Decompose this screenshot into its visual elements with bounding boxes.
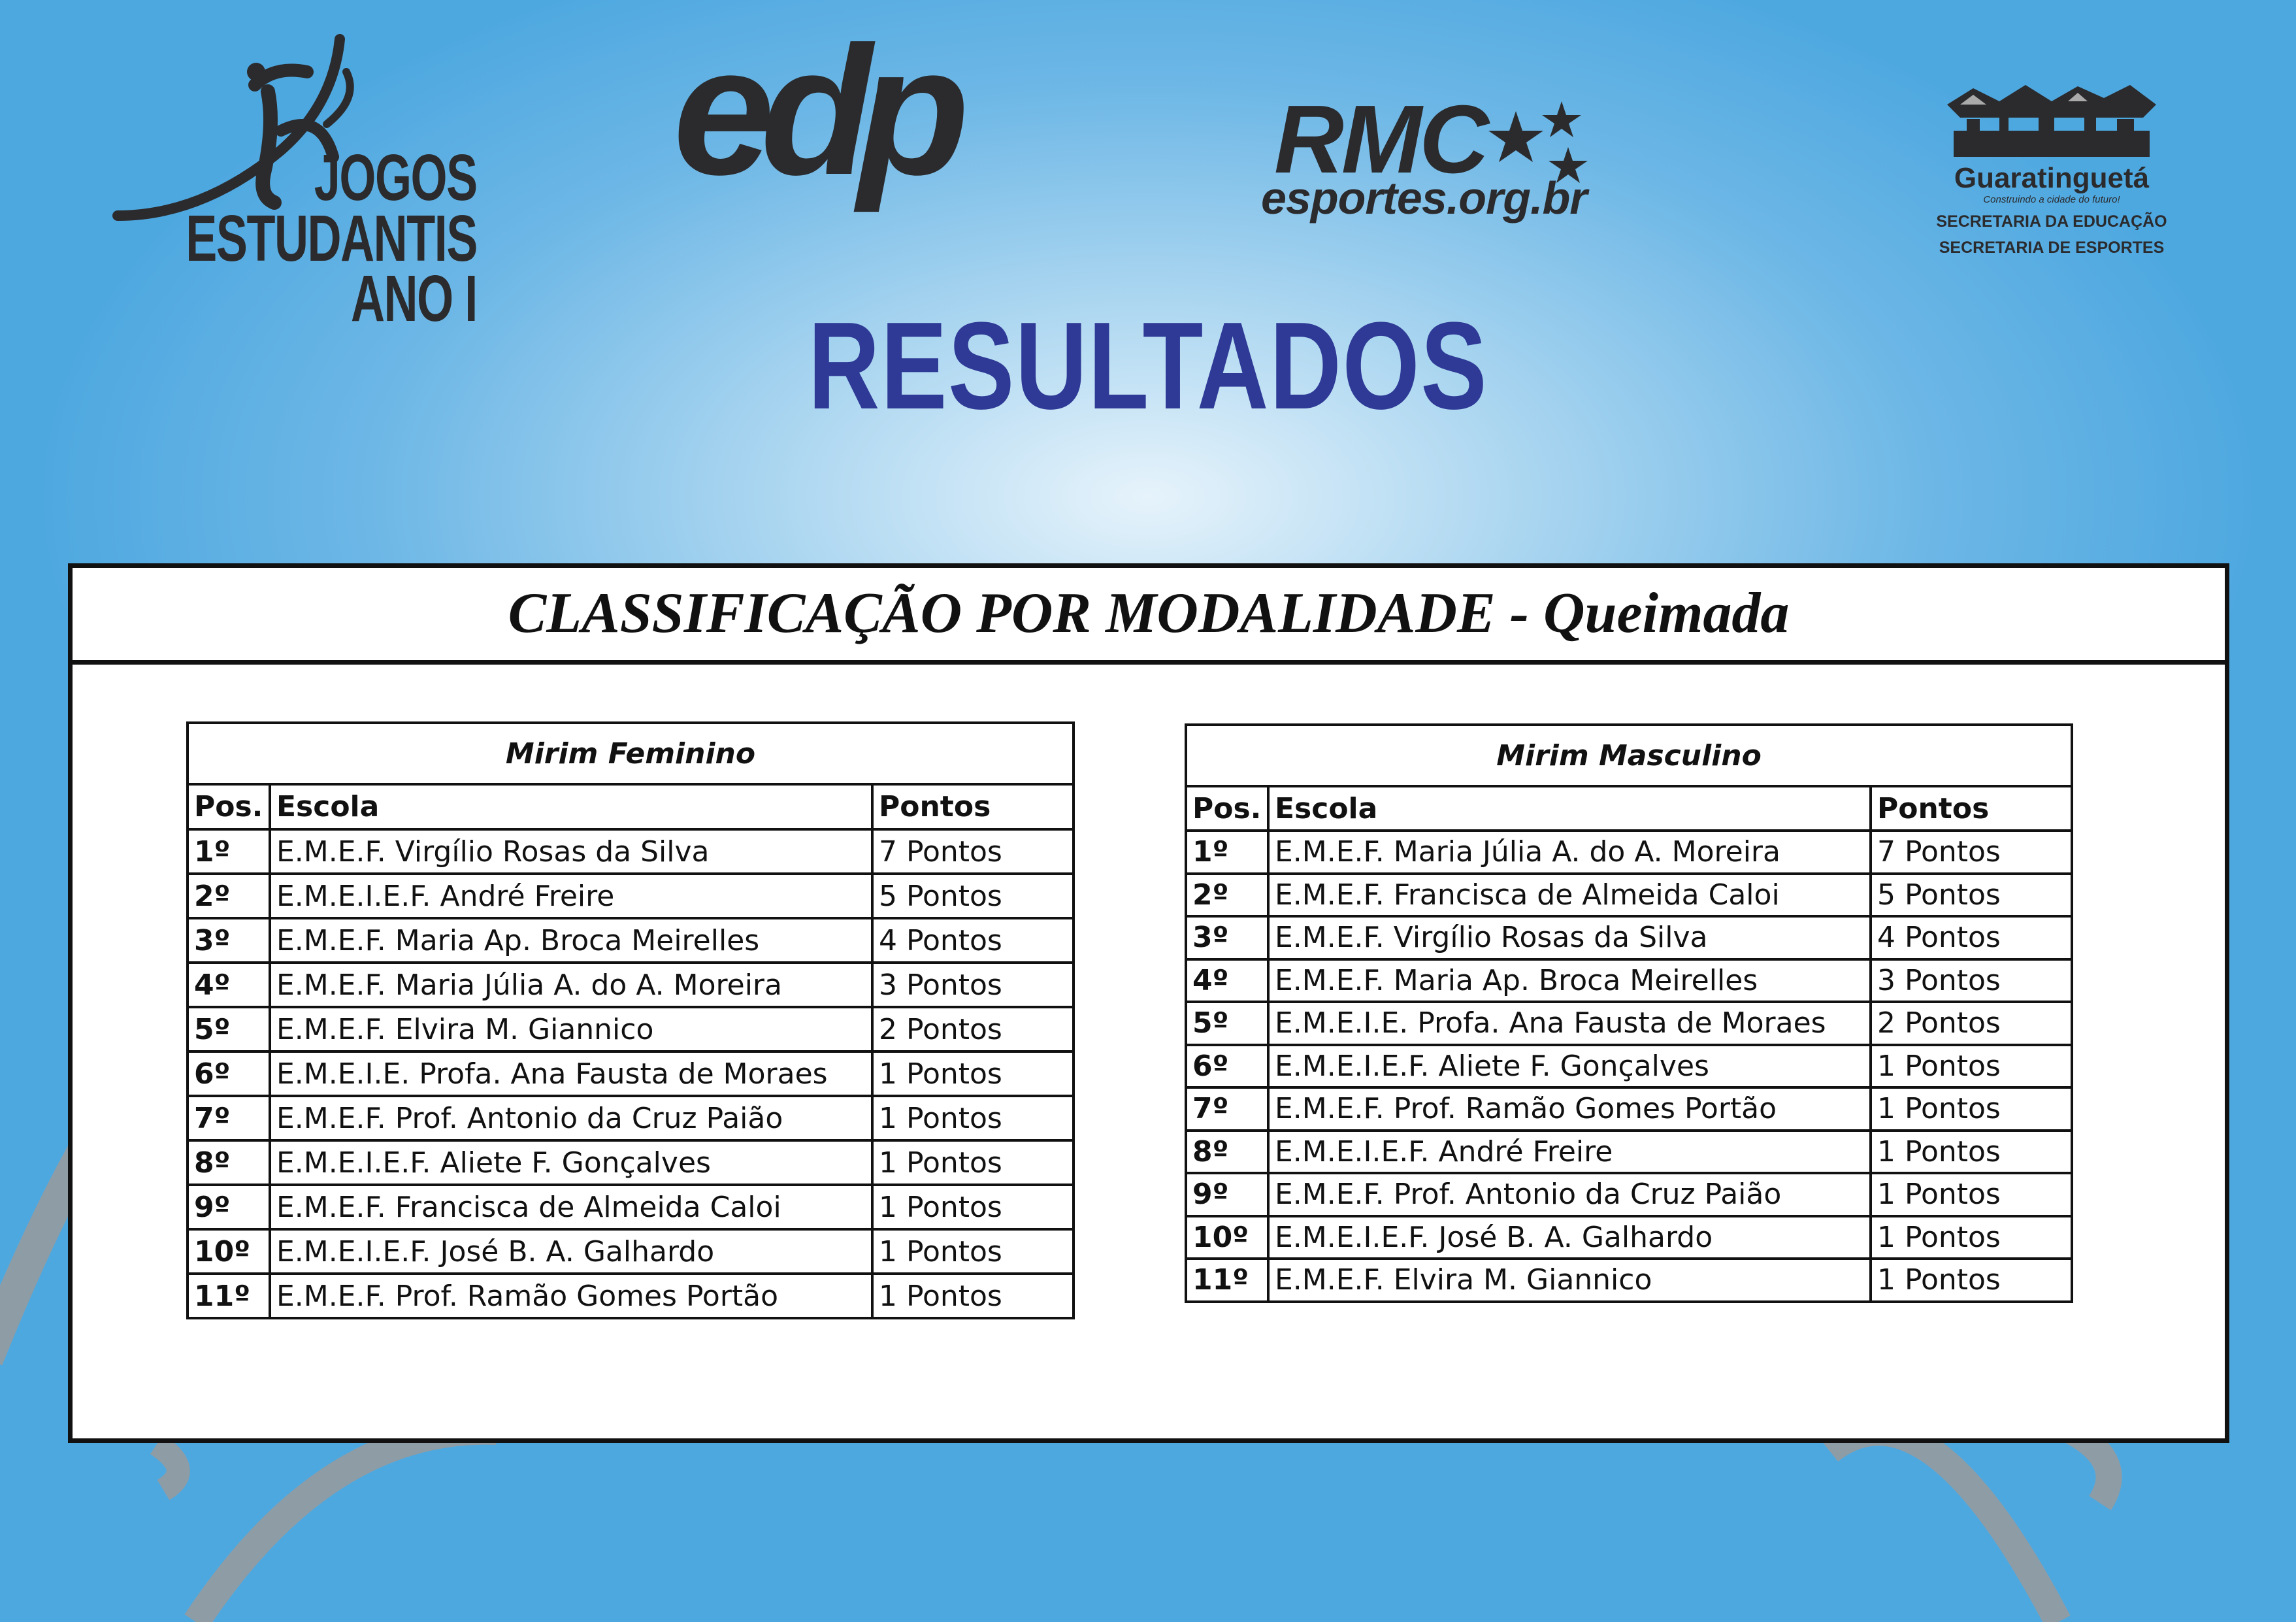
table-row (188, 1140, 1074, 1185)
table-row (188, 1229, 1074, 1274)
table-row (1186, 1087, 2072, 1131)
rmc-site-text: esportes.org.br (1261, 173, 1587, 223)
board-title: CLASSIFICAÇÃO POR MODALIDADE - Queimada (508, 582, 1790, 645)
table-row (1186, 1173, 2072, 1216)
position-cell: 6º (188, 1051, 270, 1096)
school-cell: E.M.E.F. Prof. Antonio da Cruz Paião (270, 1096, 872, 1140)
table-row (188, 829, 1074, 874)
points-cell: 7 Pontos (1871, 831, 2072, 874)
points-cell: 4 Pontos (872, 918, 1074, 963)
dept-sports: SECRETARIA DE ESPORTES (1939, 239, 2165, 257)
points-cell: 1 Pontos (872, 1140, 1074, 1185)
table-row (188, 1185, 1074, 1229)
position-cell: 5º (1186, 1002, 1268, 1045)
school-cell: E.M.E.I.E.F. André Freire (270, 874, 872, 918)
edp-logo (673, 9, 955, 222)
school-cell: E.M.E.F. Virgílio Rosas da Silva (1268, 916, 1871, 959)
rmc-logo (1255, 86, 1594, 235)
edp-logo-text: edp (673, 9, 955, 213)
table-row (188, 1274, 1074, 1318)
jogos-line2: ESTUDANTIS (186, 202, 477, 275)
points-cell: 5 Pontos (872, 874, 1074, 918)
position-cell: 7º (188, 1096, 270, 1140)
points-cell: 3 Pontos (1871, 959, 2072, 1002)
school-cell: E.M.E.I.E.F. José B. A. Galhardo (1268, 1216, 1871, 1259)
position-cell: 7º (1186, 1087, 1268, 1131)
school-cell: E.M.E.F. Virgílio Rosas da Silva (270, 829, 872, 874)
school-cell: E.M.E.I.E.F. Aliete F. Gonçalves (1268, 1045, 1871, 1088)
school-cell: E.M.E.F. Prof. Ramão Gomes Portão (1268, 1087, 1871, 1131)
results-table-mirim-masculino (1185, 723, 2073, 1303)
position-cell: 4º (1186, 959, 1268, 1002)
table-row (1186, 916, 2072, 959)
table-row (188, 918, 1074, 963)
position-cell: 9º (188, 1185, 270, 1229)
table-row (1186, 1216, 2072, 1259)
col-header-school: Escola (1268, 786, 1871, 831)
table-row (1186, 1002, 2072, 1045)
guaratingueta-logo (1882, 78, 2222, 268)
position-cell: 10º (188, 1229, 270, 1274)
school-cell: E.M.E.I.E. Profa. Ana Fausta de Moraes (270, 1051, 872, 1096)
points-cell: 1 Pontos (872, 1185, 1074, 1229)
position-cell: 1º (1186, 831, 1268, 874)
rmc-logo-text: RMC (1274, 86, 1487, 193)
position-cell: 2º (1186, 874, 1268, 917)
table-row (188, 874, 1074, 918)
city-tagline: Construindo a cidade do futuro! (1983, 194, 2120, 205)
school-cell: E.M.E.I.E.F. André Freire (1268, 1131, 1871, 1174)
position-cell: 3º (188, 918, 270, 963)
jogos-line3: ANO I (351, 262, 477, 335)
position-cell: 2º (188, 874, 270, 918)
table-row (1186, 1131, 2072, 1174)
points-cell: 1 Pontos (1871, 1131, 2072, 1174)
position-cell: 11º (188, 1274, 270, 1318)
school-cell: E.M.E.F. Prof. Ramão Gomes Portão (270, 1274, 872, 1318)
table-row (1186, 831, 2072, 874)
results-board (68, 563, 2229, 1443)
position-cell: 6º (1186, 1045, 1268, 1088)
school-cell: E.M.E.F. Maria Ap. Broca Meirelles (1268, 959, 1871, 1002)
dept-education: SECRETARIA DA EDUCAÇÃO (1936, 212, 2167, 231)
position-cell: 4º (188, 963, 270, 1007)
points-cell: 1 Pontos (1871, 1259, 2072, 1302)
school-cell: E.M.E.I.E. Profa. Ana Fausta de Moraes (1268, 1002, 1871, 1045)
school-cell: E.M.E.I.E.F. Aliete F. Gonçalves (270, 1140, 872, 1185)
position-cell: 5º (188, 1007, 270, 1051)
school-cell: E.M.E.F. Maria Júlia A. do A. Moreira (270, 963, 872, 1007)
board-header (73, 568, 2225, 665)
points-cell: 5 Pontos (1871, 874, 2072, 917)
points-cell: 1 Pontos (1871, 1216, 2072, 1259)
jogos-line1: JOGOS (314, 141, 477, 214)
table-row (188, 1007, 1074, 1051)
table-row (1186, 874, 2072, 917)
table-caption: Mirim Feminino (188, 723, 1074, 784)
points-cell: 1 Pontos (872, 1096, 1074, 1140)
results-table-mirim-feminino (186, 721, 1075, 1319)
col-header-points: Pontos (1871, 786, 2072, 831)
points-cell: 7 Pontos (872, 829, 1074, 874)
position-cell: 8º (188, 1140, 270, 1185)
points-cell: 2 Pontos (1871, 1002, 2072, 1045)
points-cell: 2 Pontos (872, 1007, 1074, 1051)
col-header-points: Pontos (872, 784, 1074, 829)
table-row (1186, 1259, 2072, 1302)
points-cell: 1 Pontos (872, 1229, 1074, 1274)
school-cell: E.M.E.F. Maria Ap. Broca Meirelles (270, 918, 872, 963)
position-cell: 1º (188, 829, 270, 874)
page-title: RESULTADOS (808, 297, 1488, 435)
school-cell: E.M.E.F. Francisca de Almeida Caloi (270, 1185, 872, 1229)
points-cell: 1 Pontos (1871, 1087, 2072, 1131)
table-row (1186, 1045, 2072, 1088)
position-cell: 8º (1186, 1131, 1268, 1174)
school-cell: E.M.E.F. Elvira M. Giannico (1268, 1259, 1871, 1302)
position-cell: 11º (1186, 1259, 1268, 1302)
city-name: Guaratinguetá (1954, 162, 2150, 194)
city-skyline-icon (1947, 78, 2156, 163)
points-cell: 4 Pontos (1871, 916, 2072, 959)
position-cell: 9º (1186, 1173, 1268, 1216)
table-row (1186, 959, 2072, 1002)
points-cell: 1 Pontos (872, 1274, 1074, 1318)
school-cell: E.M.E.F. Francisca de Almeida Caloi (1268, 874, 1871, 917)
table-caption: Mirim Masculino (1186, 725, 2072, 786)
col-header-school: Escola (270, 784, 872, 829)
col-header-pos: Pos. (1186, 786, 1268, 831)
position-cell: 3º (1186, 916, 1268, 959)
col-header-pos: Pos. (188, 784, 270, 829)
table-row (188, 1051, 1074, 1096)
points-cell: 3 Pontos (872, 963, 1074, 1007)
school-cell: E.M.E.F. Elvira M. Giannico (270, 1007, 872, 1051)
jogos-estudantis-logo (111, 26, 477, 335)
table-row (188, 1096, 1074, 1140)
table-row (188, 963, 1074, 1007)
school-cell: E.M.E.F. Maria Júlia A. do A. Moreira (1268, 831, 1871, 874)
points-cell: 1 Pontos (1871, 1173, 2072, 1216)
points-cell: 1 Pontos (1871, 1045, 2072, 1088)
position-cell: 10º (1186, 1216, 1268, 1259)
points-cell: 1 Pontos (872, 1051, 1074, 1096)
school-cell: E.M.E.F. Prof. Antonio da Cruz Paião (1268, 1173, 1871, 1216)
school-cell: E.M.E.I.E.F. José B. A. Galhardo (270, 1229, 872, 1274)
